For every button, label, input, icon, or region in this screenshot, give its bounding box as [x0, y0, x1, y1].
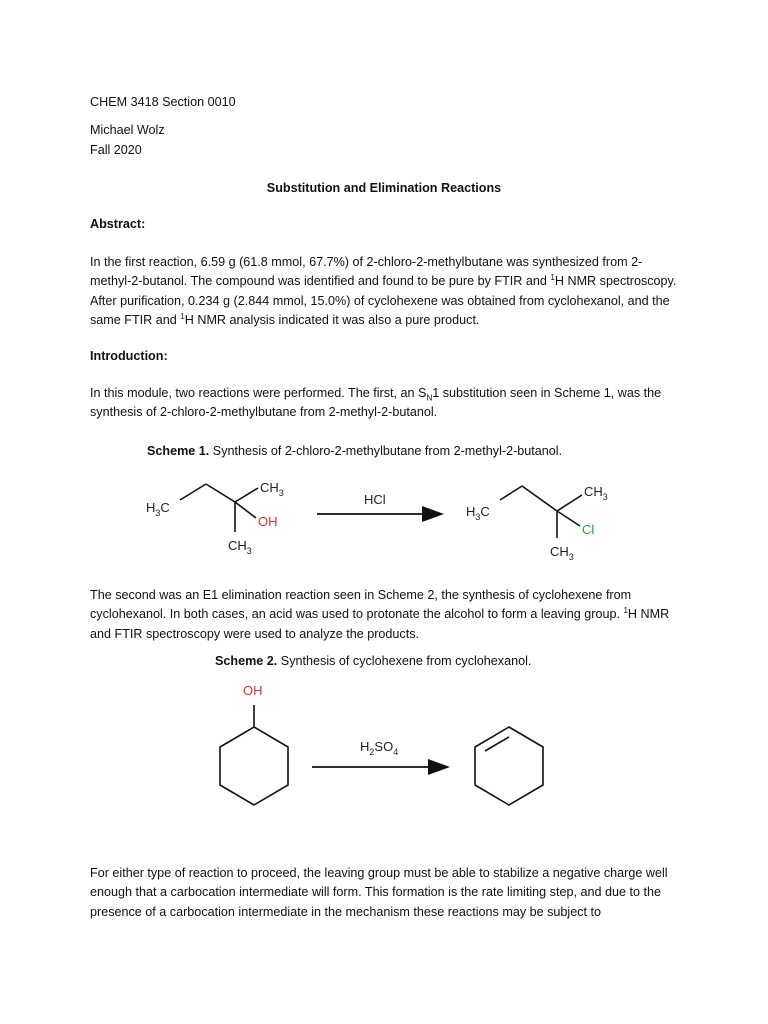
reagent-hcl-label: HCl [364, 492, 386, 507]
document-title: Substitution and Elimination Reactions [266, 181, 502, 195]
reaction-arrow-1-head [422, 506, 444, 522]
intro-paragraph-1: In this module, two reactions were performed. The first, an $S_N1$ substitution seen in Scheme 1, was the synthesis of 2-chloro-2-methylbutane from 2-methyl-2-butanol. [90, 386, 662, 420]
scheme-2-diagram [200, 675, 570, 825]
right-ch3-top-label: $CH_3$ [584, 484, 608, 502]
introduction-heading: Introduction: [90, 349, 168, 363]
oh-label: OH [243, 683, 263, 698]
right-cl-label: Cl [582, 522, 595, 537]
right-h3c-label: $H_3C$ [466, 504, 490, 522]
scheme-2-caption: Scheme 2. Synthesis of cyclohexene from cyclohexanol. [215, 654, 532, 668]
term-line: Fall 2020 [90, 143, 142, 157]
intro-paragraph-2: The second was an E1 elimination reaction seen in Scheme 2, the synthesis of cyclohexene from cyclohexanol. In both cases, an acid was used to protonate the alcohol to form a leaving group. $^1$H NMR and FTIR spectroscopy were used to analyze the products. [90, 588, 670, 641]
abstract-paragraph: In the first reaction, 6.59 g (61.8 mmol, 67.7%) of 2-chloro-2-methylbutane was synthesized from 2-methyl-2-butanol. The compound was identified and found to be pure by FTIR and $^1$H NMR spectroscopy. After purification, 0.234 g (2.844 mmol, 15.0%) of cyclohexene was obtained from cyclohexanol, and the same FTIR and $^1$H NMR analysis indicated it was also a pure product. [90, 255, 677, 327]
scheme-1-diagram [140, 470, 620, 566]
right-ch3-bottom-label: $CH_3$ [550, 544, 574, 562]
left-ch3-bottom-label: $CH_3$ [228, 538, 252, 556]
left-oh-label: OH [258, 514, 278, 529]
scheme-1-caption: Scheme 1. Synthesis of 2-chloro-2-methylbutane from 2-methyl-2-butanol. [147, 444, 563, 458]
reagent-h2so4-label: $H_2SO_4$ [360, 739, 399, 757]
author-line: Michael Wolz [90, 123, 165, 137]
reaction-arrow-2-head [428, 759, 450, 775]
course-line: CHEM 3418 Section 0010 [90, 95, 236, 109]
intro-paragraph-3: For either type of reaction to proceed, the leaving group must be able to stabilize a negative charge well enough that a carbocation intermediate will form. This formation is the rate limiting step, and due to the presence of a carbocation intermediate in the mechanism these reactions may be subject to [90, 866, 668, 919]
left-ch3-top-label: $CH_3$ [260, 480, 284, 498]
abstract-heading: Abstract: [90, 217, 146, 231]
left-h3c-label: $H_3C$ [146, 500, 170, 518]
